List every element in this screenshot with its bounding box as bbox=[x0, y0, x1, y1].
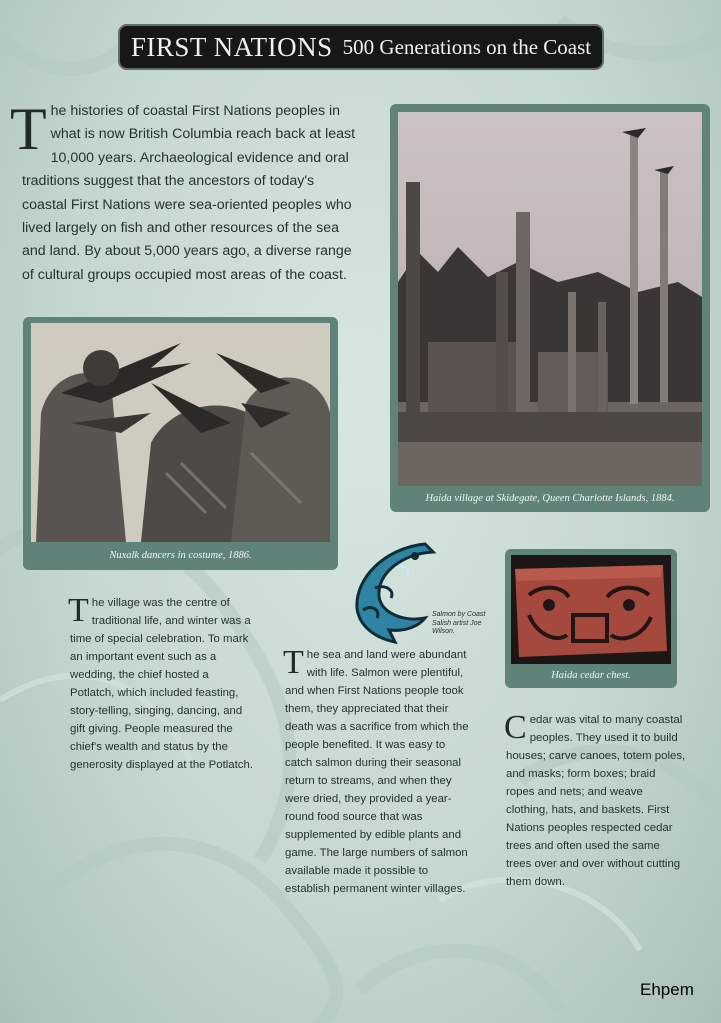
intro-dropcap: T bbox=[10, 96, 47, 162]
chest-caption: Haida cedar chest. bbox=[551, 670, 631, 681]
intro-paragraph bbox=[10, 96, 358, 287]
sea-column bbox=[285, 646, 470, 898]
village-caption: Haida village at Skidegate, Queen Charlotte Islands, 1884. bbox=[425, 493, 675, 504]
chest-photo-frame bbox=[505, 549, 677, 688]
village-photo-frame bbox=[390, 104, 710, 512]
chest-photo bbox=[511, 555, 671, 664]
sea-text: he sea and land were abundant with life. Salmon were plentiful, and when First Nations people took them, they appreciated that their death was a sacrifice from which the people benefited. It was easy to catch salmon during their seasonal return to streams, and when they were dried, they provided a year-round food source that was supplemented by edible plants and game. The large numbers of salmon available made it possible to establish permanent winter villages. bbox=[285, 649, 469, 895]
cedar-text: edar was vital to many coastal peoples. They used it to build houses; carve canoes, totem poles, and masks; form boxes; braid ropes and nets; and weave clothing, hats, and baskets. First Nations peoples respected cedar trees and often used the same trees over and over without cutting them down. bbox=[506, 714, 686, 888]
dancers-photo bbox=[31, 323, 330, 542]
salmon-credit: Salmon by Coast Salish artist Joe Wilson. bbox=[432, 611, 486, 635]
village-photo bbox=[398, 112, 702, 486]
page-title: FIRST NATIONS bbox=[130, 31, 333, 62]
village-text: he village was the centre of traditional life, and winter was a time of special celebration. To mark an important event such as a wedding, the chief hosted a Potlatch, which included feasting, story-telling, singing, dancing, and gift giving. People measured the chief's wealth and status by the generosity displayed at the Potlatch. bbox=[70, 597, 253, 771]
intro-text: he histories of coastal First Nations peoples in what is now British Columbia reach back at least 10,000 years. Archaeological evidence and oral traditions suggest that the ancestors of today's coastal First Nations were sea-oriented peoples who lived largely on fish and other resources of the sea and land. By about 5,000 years ago, a diverse range of cultural groups occupied most areas of the coast. bbox=[22, 103, 356, 283]
cedar-column bbox=[506, 711, 686, 891]
sea-dropcap: T bbox=[283, 644, 304, 681]
page-subtitle: 500 Generations on the Coast bbox=[342, 34, 592, 59]
cedar-dropcap: C bbox=[504, 709, 527, 746]
salmon-illustration bbox=[345, 538, 440, 648]
dancers-caption: Nuxalk dancers in costume, 1886. bbox=[109, 550, 252, 561]
dancers-photo-frame bbox=[23, 317, 338, 570]
village-column bbox=[70, 594, 255, 774]
watermark-signature: Ehpem bbox=[640, 980, 694, 999]
title-banner bbox=[118, 24, 604, 70]
village-dropcap: T bbox=[68, 592, 89, 629]
